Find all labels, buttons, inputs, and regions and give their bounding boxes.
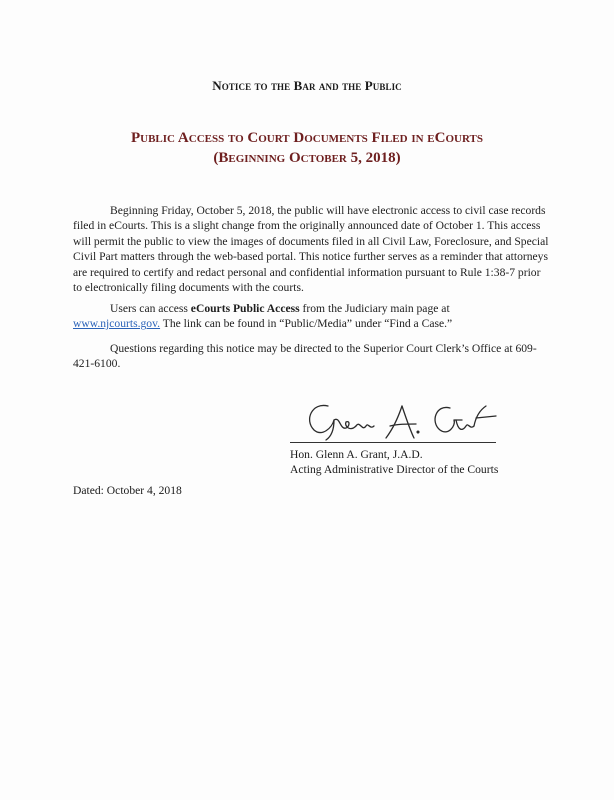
signer-name: Hon. Glenn A. Grant, J.A.D. — [290, 448, 423, 461]
signer-block — [290, 447, 498, 478]
document-title — [0, 128, 614, 168]
paragraph-1 — [73, 203, 549, 295]
paragraph-1-text: Beginning Friday, October 5, 2018, the public will have electronic access to civil case records filed in eCourts. This is a slight change from the originally announced date of October 1. This access will permit the public to view the images of documents filed in all Civil Law, Foreclosure, and Special Civil Part matters through the web-based portal. This notice further serves as a reminder that attorneys are required to certify and redact personal and confidential information pursuant to Rule 1:38-7 prior to electronically filing documents with the courts. — [73, 204, 549, 295]
paragraph-2-end: The link can be found in “Public/Media” under “Find a Case.” — [160, 317, 453, 331]
ecourts-public-access-label: eCourts Public Access — [190, 302, 300, 315]
signer-title: Acting Administrative Director of the Courts — [290, 463, 499, 477]
dated-line: Dated: October 4, 2018 — [73, 484, 182, 497]
paragraph-3 — [73, 341, 549, 372]
njcourts-link[interactable]: www.njcourts.gov. — [73, 317, 161, 331]
signature-line — [290, 442, 496, 443]
paragraph-2-middle: from the Judiciary main page at — [299, 302, 450, 315]
handwritten-signature — [290, 396, 500, 444]
title-line-1: Public Access to Court Documents Filed in eCourts — [130, 130, 483, 146]
notice-heading: Notice to the Bar and the Public — [212, 78, 402, 93]
paragraph-3-text: Questions regarding this notice may be directed to the Superior Court Clerk’s Office at 609-421-6100. — [73, 342, 537, 371]
paragraph-2 — [73, 301, 549, 332]
paragraph-2-lead: Users can access — [110, 302, 191, 315]
title-line-2: (Beginning October 5, 2018) — [213, 150, 401, 166]
